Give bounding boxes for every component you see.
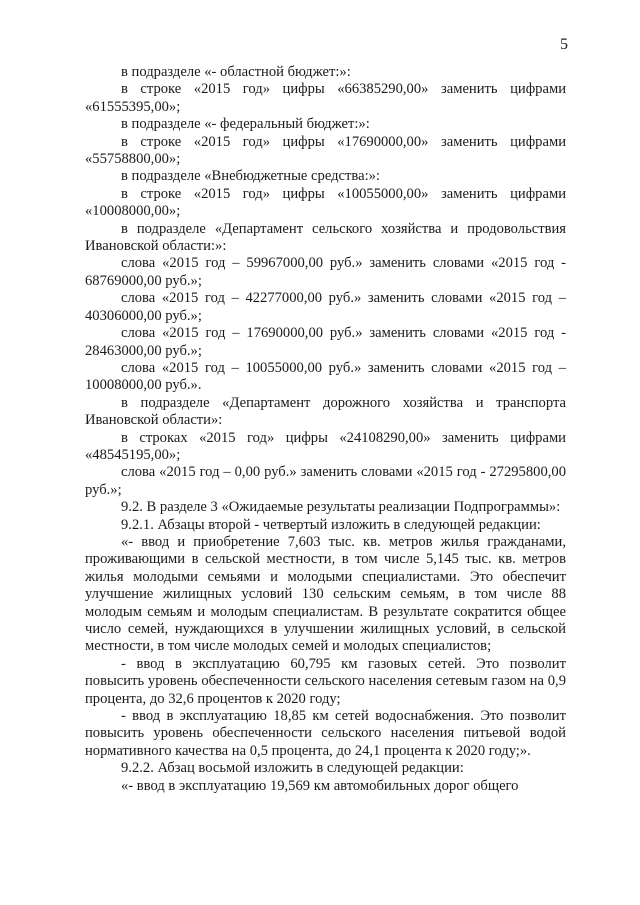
paragraph: - ввод в эксплуатацию 60,795 км газовых сетей. Это позволит повысить уровень обеспеченности сельского населения сетевым газом на 0,9 процента, до 32,6 процентов к 2020 году; bbox=[85, 655, 566, 707]
paragraph: слова «2015 год – 17690000,00 руб.» заменить словами «2015 год - 28463000,00 руб.»; bbox=[85, 325, 566, 359]
paragraph: в строке «2015 год» цифры «66385290,00» заменить цифрами «61555395,00»; bbox=[85, 81, 566, 115]
paragraph: «- ввод в эксплуатацию 19,569 км автомобильных дорог общего bbox=[121, 777, 519, 794]
paragraph: слова «2015 год – 10055000,00 руб.» заменить словами «2015 год – 10008000,00 руб.». bbox=[85, 359, 566, 394]
paragraph: слова «2015 год – 42277000,00 руб.» заменить словами «2015 год – 40306000,00 руб.»; bbox=[85, 290, 566, 324]
paragraph: в подразделе «- федеральный бюджет:»: bbox=[121, 116, 370, 133]
paragraph: 9.2.1. Абзацы второй - четвертый изложить в следующей редакции: bbox=[121, 516, 541, 533]
paragraph: «- ввод и приобретение 7,603 тыс. кв. метров жилья гражданами, проживающими в сельской местности, в том числе 5,145 тыс. кв. метров жилья молодыми семьями и молодыми специалистами. Это обеспечит улучшение жилищных условий 130 сельским семьям, в том числе 88 молодым семьям и молодым специалистам. В результате сократится общее число семей, нуждающихся в улучшении жилищных условий, в сельской местности, в том числе молодых семей и молодых специалистов; bbox=[85, 533, 566, 655]
document-body bbox=[85, 64, 566, 795]
paragraph: в подразделе «Департамент дорожного хозяйства и транспорта Ивановской области»: bbox=[85, 394, 566, 429]
section-heading: 9.2. В разделе 3 «Ожидаемые результаты реализации Подпрограммы»: bbox=[121, 499, 561, 516]
paragraph: слова «2015 год – 0,00 руб.» заменить словами «2015 год - 27295800,00 руб.»; bbox=[85, 464, 566, 498]
paragraph: в строке «2015 год» цифры «17690000,00» заменить цифрами «55758800,00»; bbox=[85, 133, 566, 168]
paragraph: в строках «2015 год» цифры «24108290,00» заменить цифрами «48545195,00»; bbox=[85, 429, 566, 463]
paragraph: в подразделе «Департамент сельского хозяйства и продовольствия Ивановской области:»: bbox=[85, 220, 566, 255]
page-number: 5 bbox=[560, 36, 568, 53]
paragraph: - ввод в эксплуатацию 18,85 км сетей водоснабжения. Это позволит повысить уровень обеспеченности сельского населения питьевой водой нормативного качества на 0,5 процента, до 24,1 процента к 2020 году;». bbox=[85, 708, 566, 759]
paragraph: 9.2.2. Абзац восьмой изложить в следующей редакции: bbox=[121, 760, 464, 777]
paragraph: в подразделе «Внебюджетные средства:»: bbox=[121, 168, 380, 185]
paragraph: слова «2015 год – 59967000,00 руб.» заменить словами «2015 год - 68769000,00 руб.»; bbox=[85, 255, 566, 289]
paragraph: в подразделе «- областной бюджет:»: bbox=[121, 64, 351, 80]
paragraph: в строке «2015 год» цифры «10055000,00» заменить цифрами «10008000,00»; bbox=[85, 185, 566, 220]
